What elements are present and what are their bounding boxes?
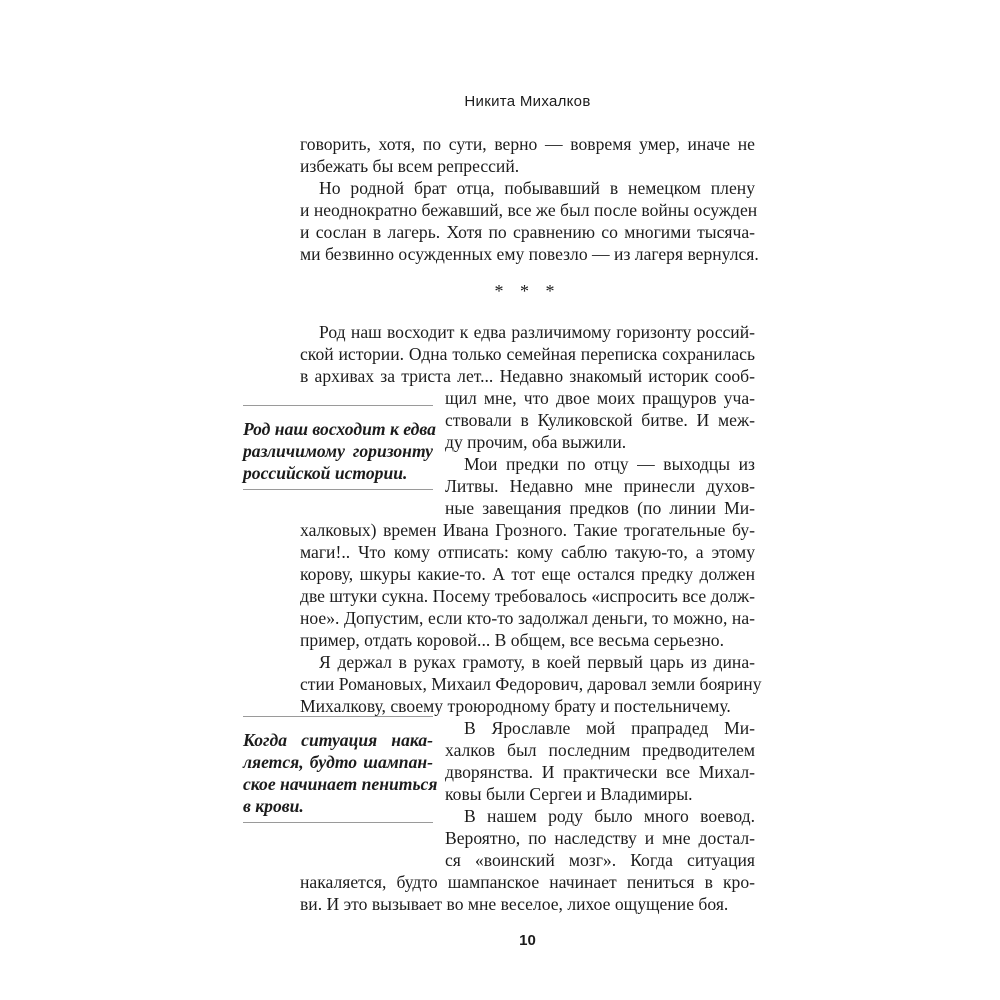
body-line: халковых) времен Ивана Грозного. Такие трогательные бу- — [300, 520, 755, 540]
body-line: две штуки сукна. Посему требовалось «испросить все долж- — [300, 586, 755, 606]
body-line: в архивах за триста лет... Недавно знакомый историк сооб- — [300, 366, 755, 386]
body-line: Но родной брат отца, побывавший в немецком плену — [319, 178, 755, 198]
body-line: корову, шкуры какие-то. А тот еще остался предку должен — [300, 564, 755, 584]
body-line: Я держал в руках грамоту, в коей первый царь из дина- — [319, 652, 755, 672]
pull-quote-line: ское начинает пениться — [243, 774, 438, 794]
pull-quote-top-rule — [243, 716, 433, 717]
pull-quote-bottom-rule — [243, 489, 433, 490]
body-line: ся «воинский мозг». Когда ситуация — [445, 850, 755, 870]
body-line: избежать бы всем репрессий. — [300, 156, 520, 176]
body-line: Мои предки по отцу — выходцы из — [464, 454, 755, 474]
body-line: ской истории. Одна только семейная переписка сохранилась — [300, 344, 755, 364]
body-line: ми безвинно осужденных ему повезло — из лагеря вернулся. — [300, 244, 759, 264]
body-line: В Ярославле мой прапрадед Ми- — [464, 718, 755, 738]
pull-quote-line: ляется, будто шампан- — [243, 752, 433, 772]
running-header: Никита Михалков — [464, 93, 591, 110]
pull-quote-top-rule — [243, 405, 433, 406]
pull-quote-line: Когда ситуация нака- — [243, 730, 433, 750]
body-line: ствовали в Куликовской битве. И меж- — [445, 410, 755, 430]
body-line: говорить, хотя, по сути, верно — вовремя умер, иначе не — [300, 134, 755, 154]
body-line: стии Романовых, Михаил Федорович, даровал земли боярину — [300, 674, 762, 694]
body-line: и неоднократно бежавший, все же был после войны осужден — [300, 200, 758, 220]
pull-quote-line: российской истории. — [243, 463, 408, 483]
body-line: Род наш восходит к едва различимому горизонту россий- — [319, 322, 755, 342]
body-line: накаляется, будто шампанское начинает пениться в кро- — [300, 872, 755, 892]
body-line: маги!.. Что кому отписать: кому саблю такую-то, а этому — [300, 542, 755, 562]
body-line: щил мне, что двое моих пращуров уча- — [445, 388, 755, 408]
body-line: Вероятно, по наследству и мне достал- — [445, 828, 755, 848]
body-line: ное». Допустим, если кто-то задолжал деньги, то можно, на- — [300, 608, 755, 628]
body-line: дворянства. И практически все Михал- — [445, 762, 755, 782]
body-line: ковы были Сергеи и Владимиры. — [445, 784, 693, 804]
pull-quote-line: Род наш восходит к едва — [243, 419, 436, 439]
pull-quote-line: различимому горизонту — [243, 441, 433, 461]
pull-quote-bottom-rule — [243, 822, 433, 823]
body-line: и сослан в лагерь. Хотя по сравнению со многими тысяча- — [300, 222, 755, 242]
body-line: халков был последним предводителем — [445, 740, 755, 760]
section-break: * * * — [494, 281, 561, 301]
body-line: ные завещания предков (по линии Ми- — [445, 498, 755, 518]
pull-quote-line: в крови. — [243, 796, 304, 816]
body-line: ви. И это вызывает во мне веселое, лихое ощущение боя. — [300, 894, 729, 914]
page-number: 10 — [519, 932, 536, 949]
body-line: Михалкову, своему троюродному брату и постельничему. — [300, 696, 731, 716]
body-line: ду прочим, оба выжили. — [445, 432, 627, 452]
body-line: Литвы. Недавно мне принесли духов- — [445, 476, 755, 496]
body-line: В нашем роду было много воевод. — [464, 806, 755, 826]
body-line: пример, отдать коровой... В общем, все весьма серьезно. — [300, 630, 724, 650]
